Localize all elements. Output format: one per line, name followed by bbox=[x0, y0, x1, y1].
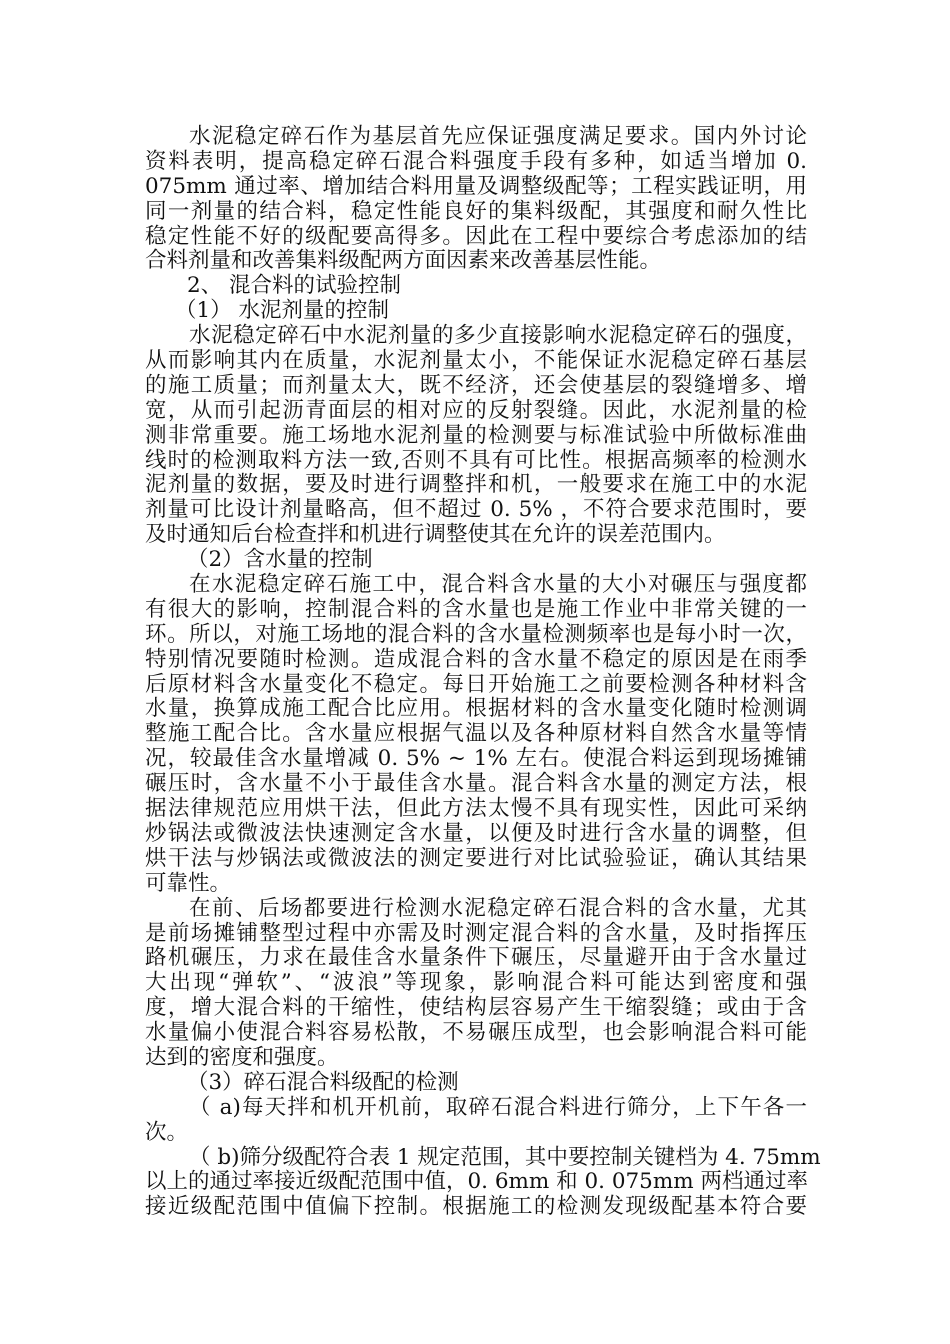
text-line: 有很大的影响，控制混合料的含水量也是施工作业中非常关键的一 bbox=[145, 596, 807, 622]
text-line: 况，较最佳含水量增减 0. 5% ~ 1% 左右。使混合料运到现场摊铺 bbox=[145, 746, 807, 772]
text-line: 碾压时，含水量不小于最佳含水量。混合料含水量的测定方法，根 bbox=[145, 771, 807, 797]
section-heading bbox=[145, 548, 807, 573]
text-line: （ a)每天拌和机开机前，取碎石混合料进行筛分，上下午各一 bbox=[189, 1094, 807, 1120]
text-line: 后原材料含水量变化不稳定。每日开始施工之前要检测各种材料含 bbox=[145, 671, 807, 697]
text-line: 在水泥稳定碎石施工中，混合料含水量的大小对碾压与强度都 bbox=[189, 572, 807, 598]
text-line: 度，增大混合料的干缩性，使结构层容易产生干缩裂缝；或由于含 bbox=[145, 995, 807, 1021]
text-line: 剂量可比设计剂量略高，但不超过 0. 5% ，不符合要求范围时，要 bbox=[145, 497, 807, 523]
text-line: 075mm 通过率、增加结合料用量及调整级配等；工程实践证明，用 bbox=[145, 173, 807, 199]
paragraph bbox=[145, 897, 807, 1071]
paragraph bbox=[145, 1096, 807, 1146]
section-heading bbox=[145, 299, 807, 324]
heading-text: （1） 水泥剂量的控制 bbox=[175, 298, 390, 324]
heading-text: （2）含水量的控制 bbox=[187, 547, 373, 573]
text-line: 次。 bbox=[145, 1119, 189, 1145]
text-line: 合料剂量和改善集料级配两方面因素来改善基层性能。 bbox=[145, 248, 662, 274]
paragraph bbox=[145, 573, 807, 897]
section-heading bbox=[145, 274, 807, 299]
paragraph bbox=[145, 324, 807, 548]
document-body bbox=[145, 124, 821, 1220]
text-line: 同一剂量的结合料，稳定性能良好的集料级配，其强度和耐久性比 bbox=[145, 198, 807, 224]
text-line: 达到的密度和强度。 bbox=[145, 1044, 339, 1070]
text-line: 宽，从而引起沥青面层的相对应的反射裂缝。因此，水泥剂量的检 bbox=[145, 397, 807, 423]
heading-text: （3）碎石混合料级配的检测 bbox=[187, 1069, 459, 1095]
text-line: 路机碾压，力求在最佳含水量条件下碾压，尽量避开由于含水量过 bbox=[145, 945, 807, 971]
text-line: 是前场摊铺整型过程中亦需及时测定混合料的含水量，及时指挥压 bbox=[145, 920, 807, 946]
text-line: 特别情况要随时检测。造成混合料的含水量不稳定的原因是在雨季 bbox=[145, 646, 807, 672]
paragraph bbox=[145, 125, 807, 274]
text-line: 水量偏小使混合料容易松散，不易碾压成型，也会影响混合料可能 bbox=[145, 1020, 807, 1046]
text-line: 泥剂量的数据，要及时进行调整拌和机，一般要求在施工中的水泥 bbox=[145, 472, 807, 498]
text-line: 整施工配合比。含水量应根据气温以及各种原材料自然含水量等情 bbox=[145, 721, 807, 747]
heading-text: 2、 混合料的试验控制 bbox=[187, 273, 402, 299]
text-line: 资料表明，提高稳定碎石混合料强度手段有多种，如适当增加 0. bbox=[145, 148, 807, 174]
text-line: 大出现“弹软”、“波浪”等现象，影响混合料可能达到密度和强 bbox=[145, 970, 807, 996]
text-line: 的施工质量；而剂量太大，既不经济，还会使基层的裂缝增多、增 bbox=[145, 372, 807, 398]
text-line: （ b)筛分级配符合表 1 规定范围，其中要控制关键档为 4. 75mm bbox=[189, 1144, 821, 1170]
text-line: 以上的通过率接近级配范围中值，0. 6mm 和 0. 075mm 两档通过率 bbox=[145, 1169, 808, 1195]
text-line: 线时的检测取料方法一致,否则不具有可比性。根据高频率的检测水 bbox=[145, 447, 807, 473]
text-line: 接近级配范围中值偏下控制。根据施工的检测发现级配基本符合要 bbox=[145, 1194, 807, 1220]
text-line: 测非常重要。施工场地水泥剂量的检测要与标准试验中所做标准曲 bbox=[145, 422, 807, 448]
text-line: 烘干法与炒锅法或微波法的测定要进行对比试验验证，确认其结果 bbox=[145, 845, 807, 871]
text-line: 水泥稳定碎石作为基层首先应保证强度满足要求。国内外讨论 bbox=[189, 124, 807, 149]
text-line: 水泥稳定碎石中水泥剂量的多少直接影响水泥稳定碎石的强度， bbox=[189, 323, 807, 349]
text-line: 环。所以，对施工场地的混合料的含水量检测频率也是每小时一次， bbox=[145, 621, 807, 647]
text-line: 在前、后场都要进行检测水泥稳定碎石混合料的含水量，尤其 bbox=[189, 895, 807, 921]
text-line: 炒锅法或微波法快速测定含水量，以便及时进行含水量的调整，但 bbox=[145, 820, 807, 846]
text-line: 稳定性能不好的级配要高得多。因此在工程中要综合考虑添加的结 bbox=[145, 223, 807, 249]
text-line: 及时通知后台检查拌和机进行调整使其在允许的误差范围内。 bbox=[145, 522, 726, 548]
section-heading bbox=[145, 1071, 807, 1096]
text-line: 从而影响其内在质量，水泥剂量太小，不能保证水泥稳定碎石基层 bbox=[145, 348, 807, 374]
text-line: 可靠性。 bbox=[145, 870, 232, 896]
text-line: 水量，换算成施工配合比应用。根据材料的含水量变化随时检测调 bbox=[145, 696, 807, 722]
text-line: 据法律规范应用烘干法，但此方法太慢不具有现实性，因此可采纳 bbox=[145, 796, 807, 822]
paragraph bbox=[145, 1144, 821, 1221]
